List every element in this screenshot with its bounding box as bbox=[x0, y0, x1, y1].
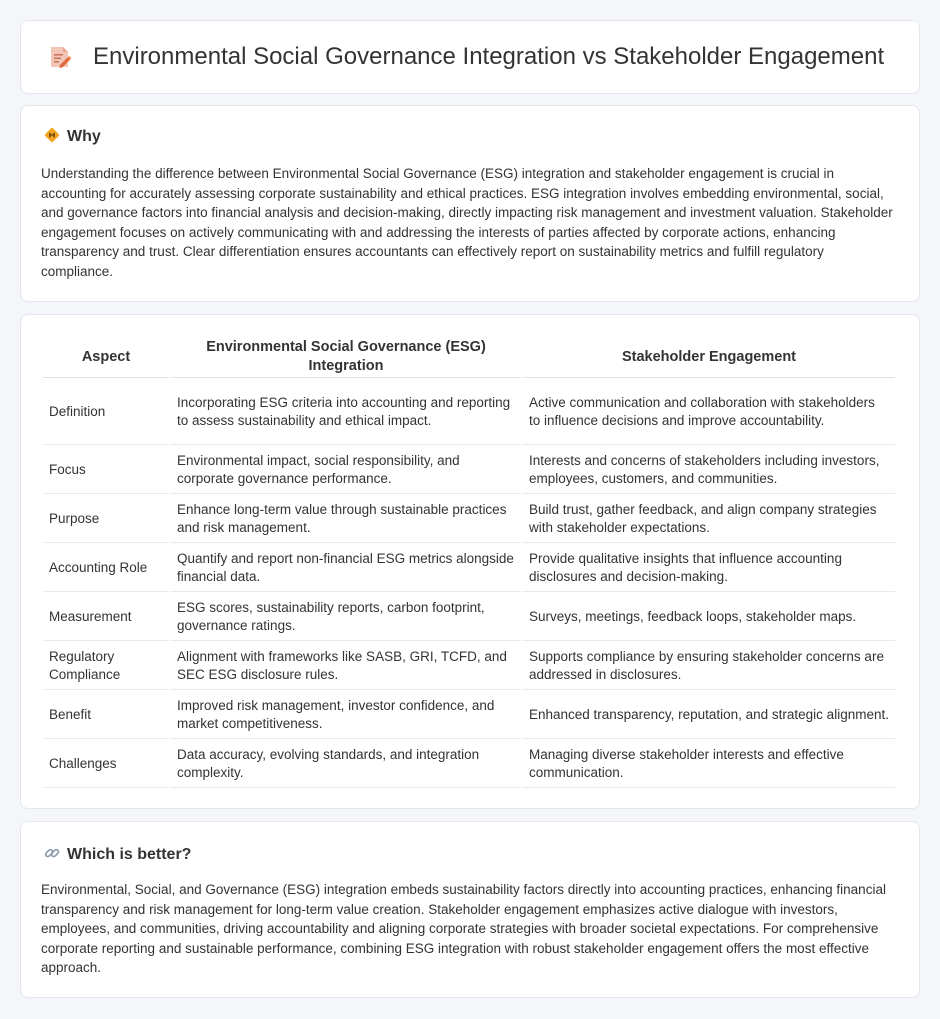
header-aspect: Aspect bbox=[43, 337, 169, 378]
cell-esg: Incorporating ESG criteria into accounting and reporting to assess sustainability and ethical impact. bbox=[171, 380, 521, 445]
warning-sign-icon bbox=[43, 126, 61, 149]
why-section bbox=[20, 105, 920, 302]
which-text: Environmental, Social, and Governance (ESG) integration embeds sustainability factors directly into accounting practices, enhancing financial transparency and risk management for long-term value creation. Stakeholder engagement emphasizes active dialogue with investors, employees, and communities, driving accountability and aligning corporate strategies with broader societal expectations. For comprehensive corporate reporting and sustainable performance, combining ESG integration with robust stakeholder engagement offers the most effective approach. bbox=[41, 882, 886, 975]
table-row bbox=[43, 741, 895, 788]
table-row bbox=[43, 496, 895, 543]
cell-stakeholder: Managing diverse stakeholder interests and effective communication. bbox=[523, 741, 895, 788]
cell-aspect: Focus bbox=[43, 447, 169, 494]
which-section bbox=[20, 821, 920, 998]
cell-stakeholder: Surveys, meetings, feedback loops, stakeholder maps. bbox=[523, 594, 895, 641]
cell-stakeholder: Interests and concerns of stakeholders including investors, employees, customers, and communities. bbox=[523, 447, 895, 494]
cell-esg: Alignment with frameworks like SASB, GRI, TCFD, and SEC ESG disclosure rules. bbox=[171, 643, 521, 690]
table-row bbox=[43, 545, 895, 592]
cell-aspect: Challenges bbox=[43, 741, 169, 788]
why-heading: Why bbox=[67, 128, 101, 145]
cell-esg: Environmental impact, social responsibility, and corporate governance performance. bbox=[171, 447, 521, 494]
cell-esg: Enhance long-term value through sustainable practices and risk management. bbox=[171, 496, 521, 543]
which-heading: Which is better? bbox=[67, 846, 192, 863]
cell-stakeholder: Enhanced transparency, reputation, and strategic alignment. bbox=[523, 692, 895, 739]
cell-aspect: Measurement bbox=[43, 594, 169, 641]
why-text: Understanding the difference between Environmental Social Governance (ESG) integration and stakeholder engagement is crucial in accounting for accurately assessing corporate sustainability and ethical practices. ESG integration involves embedding environmental, social, and governance factors into financial analysis and decision-making, directly impacting risk management and investment valuation. Stakeholder engagement focuses on actively communicating with and addressing the interests of parties affected by corporate actions, enhancing transparency and trust. Clear differentiation ensures accountants can effectively report on sustainability metrics and fulfill regulatory compliance. bbox=[41, 166, 893, 279]
table-row bbox=[43, 380, 895, 445]
comparison-table-card bbox=[20, 314, 920, 809]
table-row bbox=[43, 594, 895, 641]
table-row bbox=[43, 447, 895, 494]
header-stakeholder: Stakeholder Engagement bbox=[523, 337, 895, 378]
cell-aspect: Accounting Role bbox=[43, 545, 169, 592]
cell-aspect: Purpose bbox=[43, 496, 169, 543]
cell-stakeholder: Supports compliance by ensuring stakeholder concerns are addressed in disclosures. bbox=[523, 643, 895, 690]
table-row bbox=[43, 643, 895, 690]
cell-esg: Quantify and report non-financial ESG metrics alongside financial data. bbox=[171, 545, 521, 592]
page-title: Environmental Social Governance Integration vs Stakeholder Engagement bbox=[93, 43, 885, 70]
cell-esg: ESG scores, sustainability reports, carbon footprint, governance ratings. bbox=[171, 594, 521, 641]
cell-stakeholder: Build trust, gather feedback, and align company strategies with stakeholder expectations. bbox=[523, 496, 895, 543]
comparison-table bbox=[41, 335, 897, 790]
table-row bbox=[43, 692, 895, 739]
link-icon bbox=[43, 844, 61, 867]
document-icon bbox=[47, 44, 73, 70]
cell-esg: Data accuracy, evolving standards, and integration complexity. bbox=[171, 741, 521, 788]
cell-stakeholder: Active communication and collaboration with stakeholders to influence decisions and improve accountability. bbox=[523, 380, 895, 445]
cell-stakeholder: Provide qualitative insights that influence accounting disclosures and decision-making. bbox=[523, 545, 895, 592]
cell-esg: Improved risk management, investor confidence, and market competitiveness. bbox=[171, 692, 521, 739]
cell-aspect: Definition bbox=[43, 380, 169, 445]
cell-aspect: Benefit bbox=[43, 692, 169, 739]
cell-aspect: Regulatory Compliance bbox=[43, 643, 169, 690]
title-card bbox=[20, 20, 920, 94]
header-esg: Environmental Social Governance (ESG) Integration bbox=[171, 337, 521, 378]
